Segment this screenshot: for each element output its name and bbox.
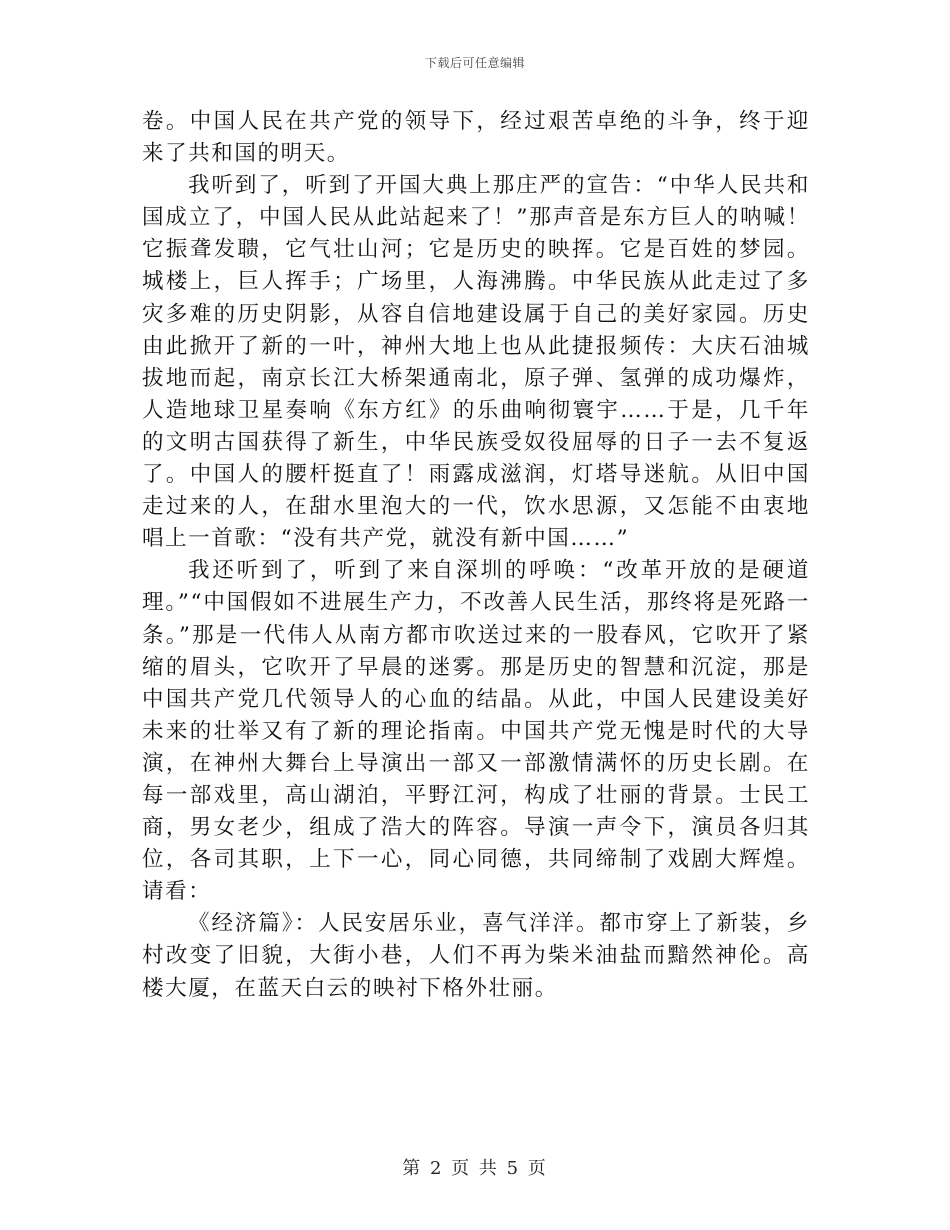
- body-paragraph: 我还听到了，听到了来自深圳的呼唤：“改革开放的是硬道理。”“中国假如不进展生产力，不改善人民生活，那终将是死路一条。”那是一代伟人从南方都市吹送过来的一股春风，它吹开了紧缩的眉头，它吹开了早晨的迷雾。那是历史的智慧和沉淀，那是中国共产党几代领导人的心血的结晶。从此，中国人民建设美好未来的壮举又有了新的理论指南。中国共产党无愧是时代的大导演，在神州大舞台上导演出一部又一部激情满怀的历史长剧。在每一部戏里，高山湖泊，平野江河，构成了壮丽的背景。士民工商，男女老少，组成了浩大的阵容。导演一声令下，演员各归其位，各司其职，上下一心，同心同德，共同缔制了戏剧大辉煌。请看：: [142, 558, 810, 905]
- body-paragraph: 《经济篇》：人民安居乐业，喜气洋洋。都市穿上了新装，乡村改变了旧貌，大街小巷，人们不再为柴米油盐而黯然神伦。高楼大厦，在蓝天白云的映衬下格外壮丽。: [142, 911, 810, 1001]
- body-paragraph: 我听到了，听到了开国大典上那庄严的宣告：“中华人民共和国成立了，中国人民从此站起来了！”那声音是东方巨人的呐喊！它振聋发聩，它气壮山河；它是历史的映挥。它是百姓的梦园。城楼上，巨人挥手；广场里，人海沸腾。中华民族从此走过了多灾多难的历史阴影，从容自信地建设属于自己的美好家园。历史由此掀开了新的一叶，神州大地上也从此捷报频传：大庆石油城拔地而起，南京长江大桥架通南北，原子弹、氢弹的成功爆炸，人造地球卫星奏响《东方红》的乐曲响彻寰宇……于是，几千年的文明古国获得了新生，中华民族受奴役屈辱的日子一去不复返了。中国人的腰杆挺直了！雨露成滋润，灯塔导迷航。从旧中国走过来的人，在甜水里泡大的一代，饮水思源，又怎能不由衷地唱上一首歌：“没有共产党，就没有新中国……”: [142, 173, 810, 552]
- body-paragraph: 卷。中国人民在共产党的领导下，经过艰苦卓绝的斗争，终于迎来了共和国的明天。: [142, 109, 810, 167]
- document-body: [142, 106, 810, 1005]
- page-number: 第 2 页 共 5 页: [402, 1158, 548, 1179]
- page-header: 下载后可任意编辑: [424, 56, 525, 70]
